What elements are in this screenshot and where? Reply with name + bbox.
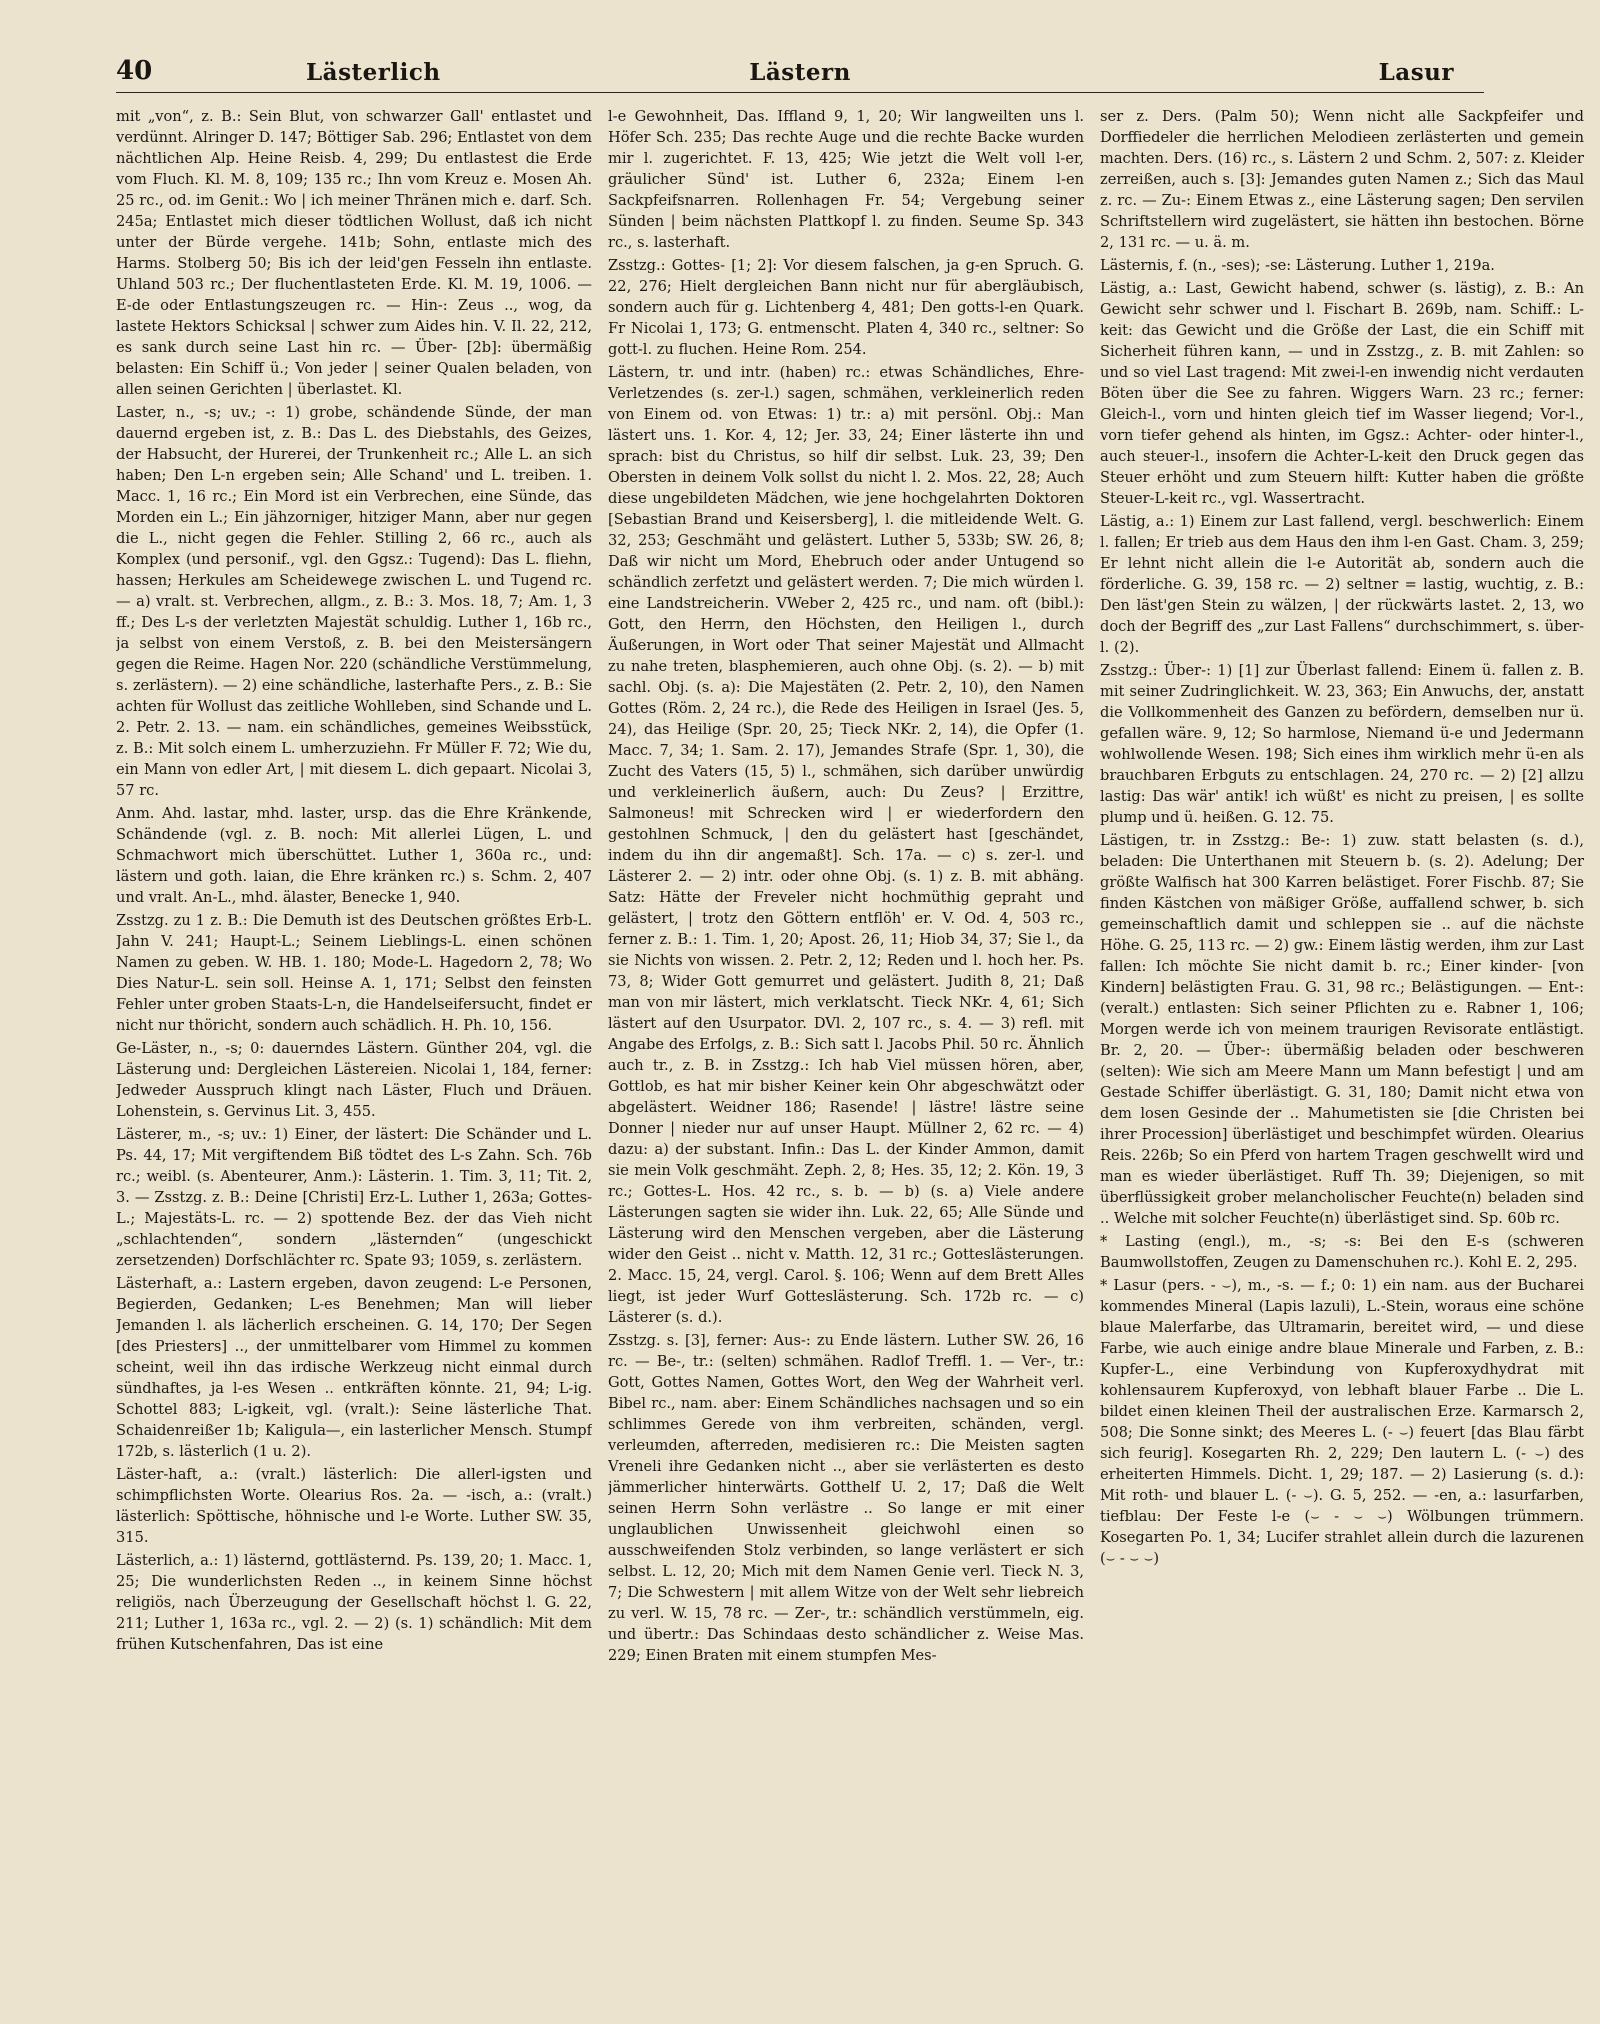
entry-paragraph: Läster-haft, a.: (vralt.) lästerlich: Die allerl-igsten und schimpflichsten Worte. Olearius Ros. 2a. — -isch, a.: (vralt.) lästerlich: Spöttische, höhnische und l-e Worte. Luther SW. 35, 315. <box>116 1466 592 1546</box>
entry-paragraph: Lästigen, tr. in Zsstzg.: Be-: 1) zuw. statt belasten (s. d.), beladen: Die Unterthanen mit Steuern b. (s. 2). Adelung; Der größte Walfisch hat 300 Karren belästiget. Forer Fischb. 87; Sie finden Kästchen von mäßiger Größe, auffallend schwer, b. sich gemeinschaftlich damit und schleppen sie .. auf die nächste Höhe. G. 25, 113 rc. — 2) gw.: Einem lästig werden, ihm zur Last fallen: Ich möchte Sie nicht damit b. rc.; Einer kinder- [von Kindern] belästigten Frau. G. 31, 98 rc.; Belästigungen. — Ent-: (veralt.) entlasten: Sich seiner Pflichten zu e. Rabner 1, 106; Morgen werde ich von meinem traurigen Revisorate entlästigt. Br. 2, 20. — Über-: übermäßig beladen oder beschweren (selten): Wie sich am Meere Mann um Mann befestigt | und am Gestade Schiffer überlästigt. G. 31, 180; Damit nicht etwa von dem losen Gesinde der .. Mahumetisten sie [die Christen bei ihrer Procession] überlästiget und beschimpfet würden. Olearius Reis. 226b; So ein Pferd von hartem Tragen geschwellt wird und man es wieder überlästiget. Ruff Th. 39; Diejenigen, so mit überflüssigkeit grober melancholischer Feuchte(n) beladen sind .. Welche mit solcher Feuchte(n) überlästiget sind. Sp. 60b rc. <box>1100 832 1584 1227</box>
entry-paragraph: l-e Gewohnheit, Das. Iffland 9, 1, 20; Wir langweilten uns l. Höfer Sch. 235; Das rechte Auge und die rechte Backe wurden mir l. zugerichtet. F. 13, 425; Wie jetzt die Welt voll l-er, gräulicher Sünd' ist. Luther 6, 232a; Einem l-en Sackpfeifsnarren. Rollenhagen Fr. 54; Vergebung seiner Sünden | beim nächsten Plattkopf l. zu finden. Seume Sp. 343 rc., s. lasterhaft. <box>608 108 1084 251</box>
entry-paragraph: Lästerhaft, a.: Lastern ergeben, davon zeugend: L-e Personen, Begierden, Gedanken; L-es Benehmen; Man will lieber Jemanden l. als lächerlich erscheinen. G. 14, 170; Der Segen [des Priesters] .., der unmittelbarer vom Himmel zu kommen scheint, weil ihn das irdische Werkzeug nicht einmal durch sündhaftes, ja l-es Wesen .. entkräften könnte. 21, 94; L-ig. Schottel 883; L-igkeit, vgl. (vralt.): Seine lästerliche That. Schaidenreißer 1b; Kaligula—, ein lasterlicher Mensch. Stumpf 172b, s. lästerlich (1 u. 2). <box>116 1275 592 1460</box>
entry-paragraph: Anm. Ahd. lastar, mhd. laster, ursp. das die Ehre Kränkende, Schändende (vgl. z. B. noch: Mit allerlei Lügen, L. und Schmachwort mich überschüttet. Luther 1, 360a rc., und: lästern und goth. laian, die Ehre kränken rc.) s. Schm. 2, 407 und vralt. An-L., mhd. älaster, Benecke 1, 940. <box>116 805 592 906</box>
column-1 <box>116 106 592 1986</box>
entry-paragraph: Lästerlich, a.: 1) lästernd, gottlästernd. Ps. 139, 20; 1. Macc. 1, 25; Die wunderlichsten Reden .., in keinem Sinne höchst religiös, nach Überzeugung der Gesellschaft höchst l. G. 22, 211; Luther 1, 163a rc., vgl. 2. — 2) (s. 1) schändlich: Mit dem frühen Kutschenfahren, Das ist eine <box>116 1552 592 1653</box>
entry-paragraph: Lästig, a.: Last, Gewicht habend, schwer (s. lästig), z. B.: An Gewicht sehr schwer und l. Fischart B. 269b, nam. Schiff.: L-keit: das Gewicht und die Größe der Last, die ein Schiff mit Sicherheit führen kann, — und in Zsstzg., z. B. mit Zahlen: so und so viel Last tragend: Mit zwei-l-en inwendig nicht verdauten Böten über die See zu fahren. Wiggers Warn. 23 rc.; ferner: Gleich-l., vorn und hinten gleich tief im Wasser liegend; Vor-l., vorn tiefer gehend als hinten, im Ggsz.: Achter- oder hinter-l., auch steuer-l., insofern die Achter-L-keit den Druck gegen das Steuer erhöht und zum Steuern hilft: Kutter haben die größte Steuer-L-keit rc., vgl. Wassertracht. <box>1100 280 1584 507</box>
page-number: 40 <box>116 56 153 86</box>
entry-paragraph: Lästerer, m., -s; uv.: 1) Einer, der lästert: Die Schänder und L. Ps. 44, 17; Mit vergiftendem Biß tödtet des L-s Zahn. Sch. 76b rc.; weibl. (s. Abenteurer, Anm.): Lästerin. 1. Tim. 3, 11; Tit. 2, 3. — Zsstzg. z. B.: Deine [Christi] Erz-L. Luther 1, 263a; Gottes-L.; Majestäts-L. rc. — 2) spottende Bez. der das Vieh nicht „schlachtenden“, sondern „lästernden“ (ungeschickt zersetzenden) Dorfschlächter rc. Spate 93; 1059, s. zerlästern. <box>116 1126 592 1269</box>
page-header <box>116 52 1484 93</box>
left-running-headword: Lästerlich <box>306 59 441 86</box>
column-3 <box>1100 106 1584 1986</box>
entry-paragraph: Ge-Läster, n., -s; 0: dauerndes Lästern. Günther 204, vgl. die Lästerung und: Dergleichen Lästereien. Nicolai 1, 184, ferner: Jedweder Ausspruch klingt nach Läster, Fluch und Dräuen. Lohenstein, s. Gervinus Lit. 3, 455. <box>116 1040 592 1120</box>
entry-paragraph: Lästernis, f. (n., -ses); -se: Lästerung. Luther 1, 219a. <box>1100 257 1495 274</box>
entry-paragraph: Zsstzg.: Gottes- [1; 2]: Vor diesem falschen, ja g-en Spruch. G. 22, 276; Hielt dergleichen Bann nicht nur für abergläubisch, sondern auch für g. Lichtenberg 4, 481; Den gotts-l-en Quark. Fr Nicolai 1, 173; G. entmenscht. Platen 4, 340 rc., seltner: So gott-l. zu fluchen. Heine Rom. 254. <box>608 257 1084 358</box>
entry-paragraph: ser z. Ders. (Palm 50); Wenn nicht alle Sackpfeifer und Dorffiedeler die herrlichen Melodieen zerlästerten und gemein machten. Ders. (16) rc., s. Lästern 2 und Schm. 2, 507: z. Kleider zerreißen, auch s. [3]: Jemandes guten Namen z.; Sich das Maul z. rc. — Zu-: Einem Etwas z., eine Lästerung sagen; Den servilen Schriftstellern wird zugelästert, sie hätten ihn bestochen. Börne 2, 131 rc. — u. ä. m. <box>1100 108 1584 251</box>
entry-paragraph: * Lasur (pers. - ⌣), m., -s. — f.; 0: 1) ein nam. aus der Bucharei kommendes Mineral (Lapis lazuli), L.-Stein, woraus eine schöne blaue Malerfarbe, das Ultramarin, bereitet wird, — und diese Farbe, wie auch einige andre blaue Minerale und Farben, z. B.: Kupfer-L., eine Verbindung von Kupferoxydhydrat mit kohlensaurem Kupferoxyd, von lebhaft blauer Farbe .. Die L. bildet einen kleinen Theil der australischen Erze. Karmarsch 2, 508; Die Sonne sinkt; des Meeres L. (- ⌣) feuert [das Blau färbt sich feurig]. Kosegarten Rh. 2, 229; Den lautern L. (- ⌣) des erheiterten Himmels. Dicht. 1, 29; 187. — 2) Lasierung (s. d.): Mit roth- und blauer L. (- ⌣). G. 5, 252. — -en, a.: lasurfarben, tiefblau: Der Feste l-e (⌣ - ⌣ ⌣) Wölbungen trümmern. Kosegarten Po. 1, 34; Lucifer strahlet allein durch die lazurenen (⌣ - ⌣ ⌣) <box>1100 1277 1584 1567</box>
entry-paragraph: Zsstzg. s. [3], ferner: Aus-: zu Ende lästern. Luther SW. 26, 16 rc. — Be-, tr.: (selten) schmähen. Radlof Treffl. 1. — Ver-, tr.: Gott, Gottes Namen, Gottes Wort, den Weg der Wahrheit verl. Bibel rc., nam. aber: Einem Schändliches nachsagen und so ein schlimmes Gerede von ihm verbreiten, schänden, vergl. verleumden, afterreden, medisieren rc.: Die Meisten sagten Vreneli ihre Gedanken nicht .., aber sie verlästerten es desto jämmerlicher hinterwärts. Gotthelf U. 2, 17; Daß die Welt seinen Herrn Sohn verlästre .. So lange er mit einer unglaublichen Unwissenheit gleichwohl einen so ausschweifenden Stolz verbinden, so lange verlästert er sich selbst. L. 12, 20; Mich mit dem Namen Genie verl. Tieck N. 3, 7; Die Schwestern | mit allem Witze von der Welt sehr liebreich zu verl. W. 15, 78 rc. — Zer-, tr.: schändlich verstümmeln, eig. und übertr.: Das Schindaas desto schändlicher z. Weise Mas. 229; Einen Braten mit einem stumpfen Mes- <box>608 1332 1084 1664</box>
entry-paragraph: mit „von“, z. B.: Sein Blut, von schwarzer Gall' entlastet und verdünnt. Alringer D. 147; Böttiger Sab. 296; Entlastet von dem nächtlichen Alp. Heine Reisb. 4, 299; Du entlastest die Erde vom Fluch. Kl. M. 8, 109; 135 rc.; Ihn vom Kreuz e. Mosen Ah. 25 rc., od. im Genit.: Wo | ich meiner Thränen mich e. darf. Sch. 245a; Entlastet mich dieser tödtlichen Wollust, daß ich nicht unter der Bürde vergehe. 141b; Sohn, entlaste mich des Harms. Stolberg 50; Bis ich der leid'gen Fesseln ihn entlaste. Uhland 503 rc.; Der fluchentlasteten Erde. Kl. M. 19, 1006. — E-de oder Entlastungszeugen rc. — Hin-: Zeus .., wog, da lastete Hektors Schicksal | schwer zum Aides hin. V. Il. 22, 212, es sank durch seine Last hin rc. — Über- [2b]: übermäßig belasten: Ein Schiff ü.; Von jeder | seiner Qualen beladen, von allen seinen Gerichten | überlastet. Kl. <box>116 108 592 398</box>
column-2 <box>608 106 1084 1986</box>
entry-paragraph: Laster, n., -s; uv.; -: 1) grobe, schändende Sünde, der man dauernd ergeben ist, z. B.: Das L. des Diebstahls, des Geizes, der Habsucht, der Hurerei, der Trunkenheit rc.; Alle L. an sich haben; Den L-n ergeben sein; Alle Schand' und L. treiben. 1. Macc. 1, 16 rc.; Ein Mord ist ein Verbrechen, eine Sünde, das Morden ein L.; Ein jähzorniger, hitziger Mann, aber nur gegen die L., nicht gegen die Fehler. Stilling 2, 66 rc., auch als Komplex (und personif., vgl. den Ggsz.: Tugend): Das L. fliehn, hassen; Herkules am Scheidewege zwischen L. und Tugend rc. — a) vralt. st. Verbrechen, allgm., z. B.: 3. Mos. 18, 7; Am. 1, 3 ff.; Des L-s der verletzten Majestät schuldig. Luther 1, 16b rc., ja selbst von einem Verstoß, z. B. bei den Meistersängern gegen die Reime. Hagen Nor. 220 (schändliche Verstümmelung, s. zerlästern). — 2) eine schändliche, lasterhafte Pers., z. B.: Sie achten für Wollust das zeitliche Wohlleben, sind Schande und L. 2. Petr. 2. 13. — nam. ein schändliches, gemeines Weibsstück, z. B.: Mit solch einem L. umherzuziehn. Fr Müller F. 72; Wie du, ein Mann von edler Art, | mit diesem L. dich gepaart. Nicolai 3, 57 rc. <box>116 404 592 799</box>
entry-paragraph: Lästig, a.: 1) Einem zur Last fallend, vergl. beschwerlich: Einem l. fallen; Er trieb aus dem Haus den ihm l-en Gast. Cham. 3, 259; Er lehnt nicht allein die l-e Autorität ab, sondern auch die förderliche. G. 39, 158 rc. — 2) seltner = lastig, wuchtig, z. B.: Den läst'gen Stein zu wälzen, | der rückwärts lastet. 2, 13, wo doch der Begriff des „zur Last Fallens“ durchschimmert, s. über-l. (2). <box>1100 513 1584 656</box>
entry-paragraph: Zsstzg. zu 1 z. B.: Die Demuth ist des Deutschen größtes Erb-L. Jahn V. 241; Haupt-L.; Seinem Lieblings-L. einen schönen Namen zu geben. W. HB. 1. 180; Mode-L. Hagedorn 2, 78; Wo Dies Natur-L. sein soll. Heinse A. 1, 171; Selbst den feinsten Fehler unter groben Staats-L-n, die Handelseifersucht, findet er nicht nur thöricht, sondern auch schädlich. H. Ph. 10, 156. <box>116 912 592 1034</box>
entry-paragraph: Lästern, tr. und intr. (haben) rc.: etwas Schändliches, Ehre-Verletzendes (s. zer-l.) sagen, schmähen, verkleinerlich reden von Einem od. von Etwas: 1) tr.: a) mit persönl. Obj.: Man lästert uns. 1. Kor. 4, 12; Jer. 33, 24; Einer lästerte ihn und sprach: bist du Christus, so hilf dir selbst. Luk. 23, 39; Den Obersten in deinem Volk sollst du nicht l. 2. Mos. 22, 28; Auch diese ungebildeten Mädchen, wie jene hochgelahrten Doktoren [Sebastian Brand und Keisersberg], l. die mitleidende Welt. G. 32, 253; Geschmäht und gelästert. Luther 5, 533b; SW. 26, 8; Daß wir nicht um Mord, Ehebruch oder ander Untugend so schändlich zerfetzt und gelästert werden. 7; Die mich würden l. eine Landstreicherin. VWeber 2, 425 rc., und nam. oft (bibl.): Gott, den Herrn, den Höchsten, den Heiligen l., durch Äußerungen, in Wort oder That seiner Majestät und Allmacht zu nahe treten, blasphemieren, auch ohne Obj. (s. 2). — b) mit sachl. Obj. (s. a): Die Majestäten (2. Petr. 2, 10), den Namen Gottes (Röm. 2, 24 rc.), die Rede des Heiligen in Israel (Jes. 5, 24), das Heilige (Spr. 20, 25; Tieck NKr. 2, 14), die Opfer (1. Macc. 7, 34; 1. Sam. 2. 17), Jemandes Strafe (Spr. 1, 30), die Zucht des Vaters (15, 5) l., schmähen, sich darüber unwürdig und verkleinerlich äußern, auch: Du Zeus? | Erzittre, Salmoneus! mit Schrecken wird | er wiederfordern den gestohlnen Schmuck, | den du gelästert hast [geschändet, indem du ihn dir angemaßt]. Sch. 17a. — c) s. zer-l. und Lästerer 2. — 2) intr. oder ohne Obj. (s. 1) z. B. mit abhäng. Satz: Hätte der Freveler nicht hochmüthig gepraht und gelästert, | trotz den Göttern entflöh' er. V. Od. 4, 503 rc., ferner z. B.: 1. Tim. 1, 20; Apost. 26, 11; Hiob 34, 37; Sie l., da sie Nichts von wissen. 2. Petr. 2, 12; Reden und l. hoch her. Ps. 73, 8; Wider Gott gemurret und gelästert. Judith 8, 21; Daß man von mir lästert, mich verklatscht. Tieck NKr. 4, 61; Sich lästert auf den Usurpator. DVl. 2, 107 rc., s. 4. — 3) refl. mit Angabe des Erfolgs, z. B.: Sich satt l. Jacobs Phil. 50 rc. Ähnlich auch tr., z. B. in Zsstzg.: Ich hab Viel müssen hören, aber, Gottlob, es hat mir bisher Keiner kein Ohr abgeschwätzt oder abgelästert. Weidner 186; Rasende! | lästre! lästre seine Donner | nieder nur auf unser Haupt. Müllner 2, 62 rc. — 4) dazu: a) der substant. Infin.: Das L. der Kinder Ammon, damit sie mein Volk geschmäht. Zeph. 2, 8; Hes. 35, 12; 2. Kön. 19, 3 rc.; Gottes-L. Hos. 42 rc., s. b. — b) (s. a) Viele andere Lästerungen sagten sie wider ihn. Luk. 22, 65; Alle Sünde und Lästerung wird den Menschen vergeben, aber die Lästerung wider den Geist .. nicht v. Matth. 12, 31 rc.; Gotteslästerungen. 2. Macc. 15, 24, vergl. Carol. §. 106; Wenn auf dem Brett Alles liegt, ist jeder Wurf Gotteslästerung. Sch. 172b rc. — c) Lästerer (s. d.). <box>608 364 1084 1326</box>
center-running-headword: Lästern <box>749 59 851 86</box>
entry-paragraph: * Lasting (engl.), m., -s; -s: Bei den E-s (schweren Baumwollstoffen, Zeugen zu Damenschuhen rc.). Kohl E. 2, 295. <box>1100 1233 1584 1271</box>
right-running-headword: Lasur <box>1378 59 1454 86</box>
entry-paragraph: Zsstzg.: Über-: 1) [1] zur Überlast fallend: Einem ü. fallen z. B. mit seiner Zudringlichkeit. W. 23, 363; Ein Anwuchs, der, anstatt die Vollkommenheit des Ganzen zu befördern, demselben nur ü. gefallen wäre. 9, 12; So harmlose, Niemand ü-e und Jedermann wohlwollende Wesen. 198; Sich eines ihm wirklich mehr ü-en als brauchbaren Erbguts zu entschlagen. 24, 270 rc. — 2) [2] allzu lastig: Das wär' antik! ich wüßt' es nicht zu preisen, | es sollte plump und ü. heißen. G. 12. 75. <box>1100 662 1584 826</box>
